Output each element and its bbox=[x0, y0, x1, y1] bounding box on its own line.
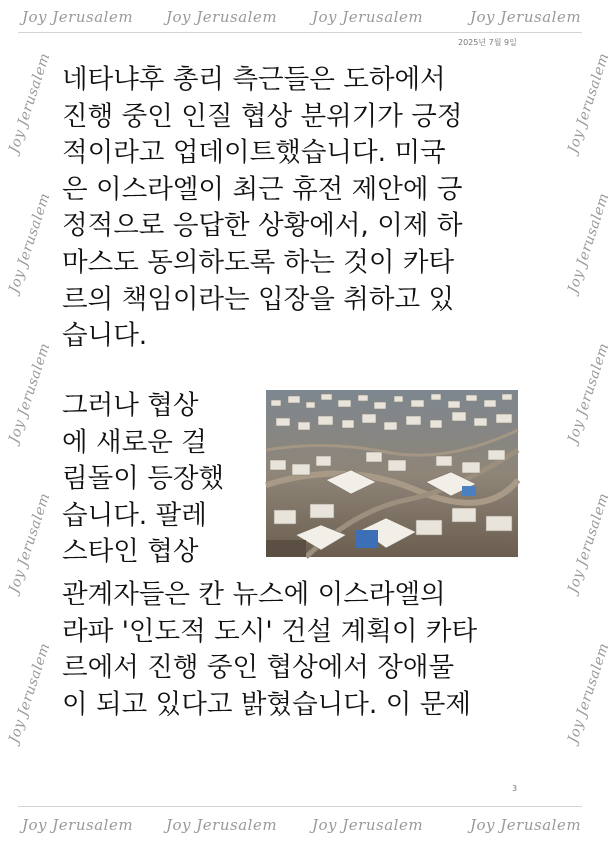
para1-line-7: 르의 책임이라는 입장을 취하고 있 bbox=[62, 283, 455, 315]
para2-wrap-line-4: 습니다. 팔레 bbox=[62, 499, 207, 531]
para2-wrap-line-1: 그러나 협상 bbox=[62, 390, 199, 421]
para2-line-3: 르에서 진행 중인 협상에서 장애물 bbox=[62, 652, 455, 684]
tent-camp-photo bbox=[266, 390, 518, 557]
para1-line-5: 정적으로 응답한 상황에서, 이제 하 bbox=[62, 210, 463, 242]
para2-wrap-line-3: 림돌이 등장했 bbox=[62, 463, 225, 495]
header-date: 2025년 7월 9일 bbox=[458, 38, 517, 47]
watermark-right-2: Joy Jerusalem bbox=[565, 191, 612, 295]
watermark-right-1: Joy Jerusalem bbox=[565, 51, 612, 155]
footer-divider bbox=[18, 806, 582, 807]
watermark-top-1: Joy Jerusalem bbox=[22, 8, 134, 26]
watermark-top-3: Joy Jerusalem bbox=[312, 8, 424, 26]
para1-line-6: 마스도 동의하도록 하는 것이 카타 bbox=[62, 247, 455, 278]
watermark-left-4: Joy Jerusalem bbox=[6, 491, 54, 595]
watermark-left-1: Joy Jerusalem bbox=[6, 51, 54, 155]
watermark-right-3: Joy Jerusalem bbox=[565, 341, 612, 445]
para2-wrap-line-2: 에 새로운 걸 bbox=[62, 426, 207, 458]
para2-line-4: 이 되고 있다고 밝혔습니다. 이 문제 bbox=[62, 688, 471, 720]
watermark-top-2: Joy Jerusalem bbox=[166, 8, 278, 26]
para2-line-2: 라파 '인도적 도시' 건설 계획이 카타 bbox=[62, 615, 478, 647]
page-number: 3 bbox=[512, 784, 518, 793]
para1-line-4: 은 이스라엘이 최근 휴전 제안에 긍 bbox=[62, 173, 463, 205]
para1-line-1: 네타냐후 총리 측근들은 도하에서 bbox=[62, 64, 446, 95]
watermark-right-4: Joy Jerusalem bbox=[565, 491, 612, 595]
para2-line-1: 관계자들은 칸 뉴스에 이스라엘의 bbox=[62, 579, 446, 610]
para2-wrap-line-5: 스타인 협상 bbox=[62, 536, 199, 568]
watermark-top-4: Joy Jerusalem bbox=[470, 8, 582, 26]
watermark-left-3: Joy Jerusalem bbox=[6, 341, 54, 445]
watermark-bottom-2: Joy Jerusalem bbox=[166, 816, 278, 834]
watermark-bottom-1: Joy Jerusalem bbox=[22, 816, 134, 834]
para1-line-8: 습니다. bbox=[62, 320, 148, 352]
watermark-bottom-4: Joy Jerusalem bbox=[470, 816, 582, 834]
watermark-left-5: Joy Jerusalem bbox=[6, 641, 54, 745]
para1-line-2: 진행 중인 인질 협상 분위기가 긍정 bbox=[62, 100, 463, 132]
watermark-right-5: Joy Jerusalem bbox=[565, 641, 612, 745]
watermark-left-2: Joy Jerusalem bbox=[6, 191, 54, 295]
header-divider bbox=[18, 32, 582, 33]
para1-line-3: 적이라고 업데이트했습니다. 미국 bbox=[62, 137, 446, 169]
watermark-bottom-3: Joy Jerusalem bbox=[312, 816, 424, 834]
